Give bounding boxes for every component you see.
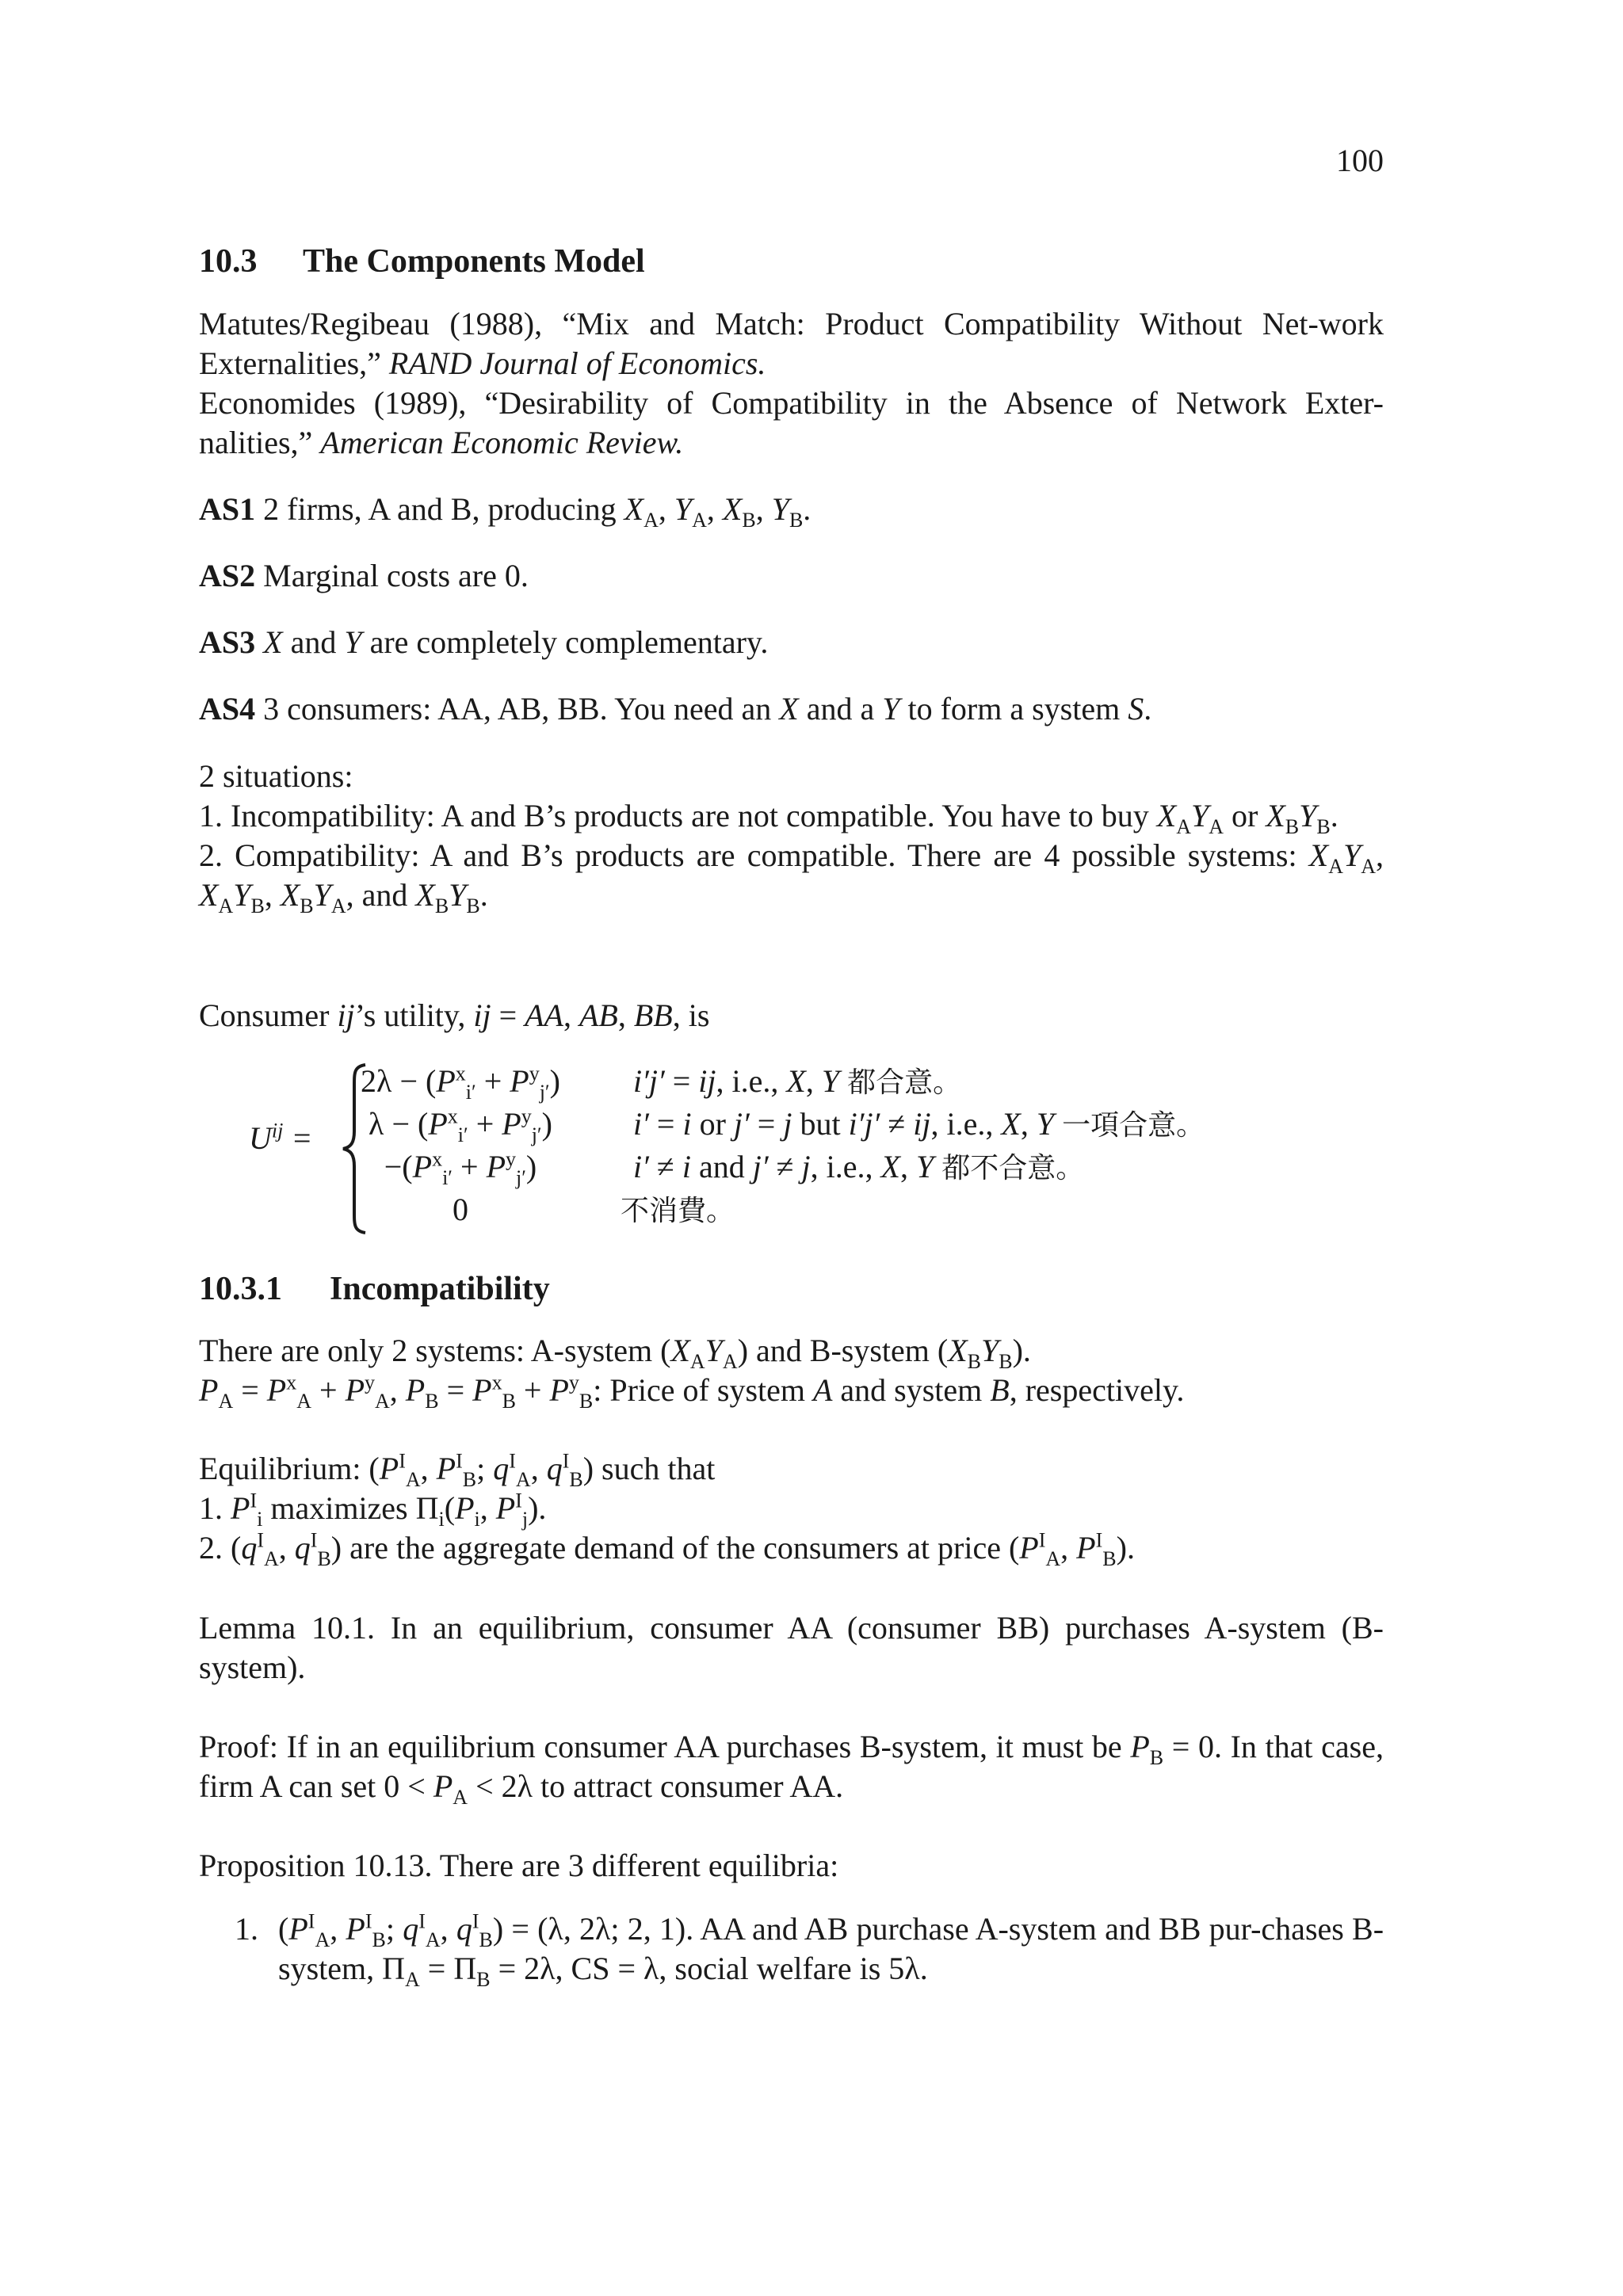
list-item-text: ($P^I_A$, $P^I_B$; $q^I_A$, $q^I_B) = (\lambda$, 2λ; 2, 1). AA and AB purchase A-system and BB pur-chases B-system, $\Pi_A = \Pi_B = 2\lambda$, CS = λ, social welfare is 5λ. xyxy=(278,1909,1384,1991)
equilibrium-text xyxy=(199,1449,1384,1568)
equilibrium-line-2: 1. $P^I_i$ maximizes $\Pi_i(P_i$, $P^I_j$). xyxy=(199,1489,547,1531)
paper-page xyxy=(199,0,1384,2296)
page-number: 100 xyxy=(1336,143,1384,178)
proposition-text: Proposition 10.13. There are 3 different equilibria: xyxy=(199,1848,839,1883)
utility-row-4: 0 不消費。 xyxy=(453,1192,735,1227)
proof xyxy=(199,1727,1384,1809)
references xyxy=(199,304,1384,463)
subsection-heading xyxy=(199,1269,1384,1309)
reference-1: Matutes/Regibeau (1988), “Mix and Match: Product Compatibility Without Net-work Externalities,” RAND Journal of Economics. xyxy=(199,306,1384,381)
utility-equation xyxy=(199,1062,1384,1236)
utility-row-2: $\lambda - (P^x_{i'} + P^y_{j'})$ i′ = i or j′ = j but i′j′ ≠ ij, i.e., X, Y 一項合意。 xyxy=(369,1104,1205,1146)
incompatibility-text xyxy=(199,1331,1384,1413)
list-item-label: 1. xyxy=(235,1911,258,1947)
assumption-as3: AS3 X and Y are completely complementary. xyxy=(199,624,769,660)
section-title: The Components Model xyxy=(303,243,645,280)
lemma-text: Lemma 10.1. In an equilibrium, consumer AA (consumer BB) purchases A-system (B-system). xyxy=(199,1610,1384,1685)
situation-1: 1. Incompatibility: A and B’s products are not compatible. You have to buy $X_AY_A$ or $X_BY_B$. xyxy=(199,798,1338,838)
assumption-as2: AS2 Marginal costs are 0. xyxy=(199,558,529,593)
incompat-line-2: $P_A = P^x_A + P^y_A$, $P_B = P^x_B + P^y_B$: Price of system A and system B, respectively. xyxy=(199,1371,1185,1413)
equilibrium-line-1: Equilibrium: ($P^I_A$, $P^I_B$; $q^I_A$, $q^I_B$) such that xyxy=(199,1449,716,1491)
proposition xyxy=(199,1846,1384,1886)
utility-row-3: $-(P^x_{i'} + P^y_{j'})$ i′ ≠ i and j′ ≠ j, i.e., X, Y 都不合意。 xyxy=(384,1147,1085,1189)
section-heading xyxy=(199,242,1384,281)
proof-text: Proof: If in an equilibrium consumer AA purchases B-system, it must be $P_B = 0$. In that case, firm A can set $0 < P_A < 2\lambda$ to attract consumer AA. xyxy=(199,1729,1384,1809)
assumption-as4: AS4 3 consumers: AA, AB, BB. You need an X and a Y to form a system S. xyxy=(199,691,1152,727)
equilibrium-line-3: 2. ($q^I_A$, $q^I_B$) are the aggregate demand of the consumers at price ($P^I_A$, $P^I_B$). xyxy=(199,1528,1135,1570)
reference-2: Economides (1989), “Desirability of Compatibility in the Absence of Network Exter-nalities,” American Economic Review. xyxy=(199,385,1384,460)
utility-row-1: $2\lambda - (P^x_{i'} + P^y_{j'})$ i′j′ = ij, i.e., X, Y 都合意。 xyxy=(361,1062,962,1104)
situation-2: 2. Compatibility: A and B’s products are compatible. There are 4 possible systems: $X_AY_A$, $X_AY_B$, $X_BY_A$, and $X_BY_B$. xyxy=(199,837,1384,917)
section-number: 10.3 xyxy=(199,243,258,280)
incompat-line-1: There are only 2 systems: A-system $(X_AY_A)$ and B-system $(X_BY_B)$. xyxy=(199,1333,1031,1373)
utility-intro: Consumer ij’s utility, ij = AA, AB, BB, is xyxy=(199,997,710,1033)
proposition-list xyxy=(199,1909,1384,1989)
situations xyxy=(199,757,1384,915)
situations-intro: 2 situations: xyxy=(199,758,353,794)
subsection-title: Incompatibility xyxy=(330,1271,550,1307)
assumption-as1: AS1 2 firms, A and B, producing $X_A$, $Y_A$, $X_B$, $Y_B$. xyxy=(199,491,812,532)
subsection-number: 10.3.1 xyxy=(199,1271,282,1307)
lemma xyxy=(199,1608,1384,1688)
list-item xyxy=(199,1909,1384,1989)
utility-lhs: $U^{ij}$ = xyxy=(249,1119,313,1156)
